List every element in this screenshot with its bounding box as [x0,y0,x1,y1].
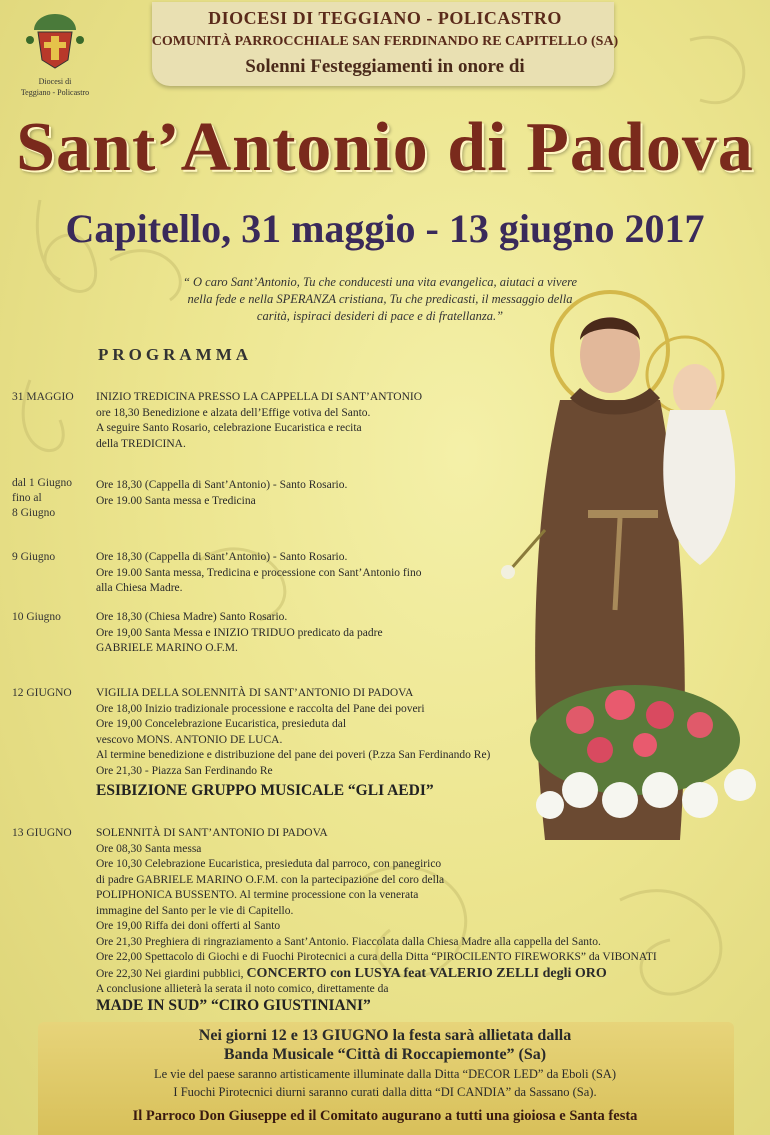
event-line: Ore 19.00 Santa messa, Tredicina e processione con Sant’Antonio fino [96,566,422,579]
concert-title: CONCERTO con LUSYA feat VALERIO ZELLI degli ORO [246,965,607,981]
event-highlight: ESIBIZIONE GRUPPO MUSICALE “GLI AEDI” [96,782,434,799]
event-line: di padre GABRIELE MARINO O.F.M. con la partecipazione del coro della [96,873,445,886]
event-details [96,390,422,452]
saint-statue-image [470,280,770,870]
event-line: immagine del Santo per le vie di Capitello. [96,904,294,917]
event-line: A conclusione allieterà la serata il noto comico, direttamente da [96,983,389,995]
event-line: Ore 18,00 Inizio tradizionale processione e raccolta del Pane dei poveri [96,702,425,715]
event-line: della TREDICINA. [96,437,186,450]
event-date [12,476,72,521]
crest-caption-2: Teggiano - Policastro [20,88,90,97]
event-line: Ore 18,30 (Cappella di Sant’Antonio) - Santo Rosario. [96,551,348,563]
footer-line-4: I Fuochi Pirotecnici diurni saranno curati dalla ditta “DI CANDIA” da Sassano (Sa). [173,1085,597,1099]
solenni-line: Solenni Festeggiamenti in onore di [245,56,525,77]
event-date: 31 MAGGIO [12,391,74,403]
event-date: 10 Giugno [12,611,61,623]
event-line: Ore 10,30 Celebrazione Eucaristica, presieduta dal parroco, con panegirico [96,858,442,870]
event-line: Ore 22,00 Spettacolo di Giochi e di Fuochi Pirotecnici a cura della Ditta “PIROCILENTO FIREWORKS” da VIBONATI [96,951,657,963]
event-date-line: dal 1 Giugno [12,477,73,489]
event-line: alla Chiesa Madre. [96,582,183,594]
concert-prefix: Ore 22,30 Nei giardini pubblici, [96,967,244,980]
page-title: Sant’Antonio di Padova [16,109,754,186]
footer-line-1: Nei giorni 12 e 13 GIUGNO la festa sarà allietata dalla [198,1027,572,1044]
event-line: Ore 08,30 Santa messa [96,842,202,855]
event-line: Ore 19,00 Riffa dei doni offerti al Santo [96,920,281,932]
event-date: 9 Giugno [12,551,56,563]
footer-line-3: Le vie del paese saranno artisticamente illuminate dalla Ditta “DECOR LED” da Eboli (SA) [154,1067,616,1081]
event-details [96,610,383,657]
event-line [96,966,657,983]
event-highlight: MADE IN SUD” “CIRO GIUSTINIANI” [96,996,371,1014]
event-line: SOLENNITÀ DI SANT’ANTONIO DI PADOVA [96,827,328,839]
event-date-line: fino al [12,492,42,504]
event-details [96,550,421,597]
community-title: COMUNITÀ PARROCCHIALE SAN FERDINANDO RE CAPITELLO (SA) [151,34,619,49]
event-line: Ore 19,00 Santa Messa e INIZIO TRIDUO predicato da padre [96,626,383,639]
event-line: Al termine benedizione e distribuzione del pane dei poveri (P.zza San Ferdinando Re) [96,749,491,761]
event-line: Ore 18,30 (Chiesa Madre) Santo Rosario. [96,611,288,623]
event-line: Ore 21,30 - Piazza San Ferdinando Re [96,764,273,777]
crest-caption-1: Diocesi di [38,77,72,86]
event-date-line: 8 Giugno [12,507,56,519]
event-line: ore 18,30 Benedizione e alzata dell’Effige votiva del Santo. [96,406,371,419]
event-line: VIGILIA DELLA SOLENNITÀ DI SANT’ANTONIO DI PADOVA [96,687,414,699]
event-line: INIZIO TREDICINA PRESSO LA CAPPELLA DI SANT’ANTONIO [96,391,423,403]
event-line: GABRIELE MARINO O.F.M. [96,642,238,654]
event-details [96,478,347,509]
event-line: Ore 18,30 (Cappella di Sant’Antonio) - Santo Rosario. [96,479,348,491]
footer-line-2: Banda Musicale “Città di Roccapiemonte” (Sa) [223,1046,547,1063]
event-line: A seguire Santo Rosario, celebrazione Eucaristica e recita [96,422,362,434]
event-details [96,686,490,799]
event-details [96,826,657,1013]
place-date: Capitello, 31 maggio - 13 giugno 2017 [65,206,705,251]
event-date: 12 GIUGNO [12,687,72,699]
diocese-title: DIOCESI DI TEGGIANO - POLICASTRO [208,8,562,28]
event-date: 13 GIUGNO [12,827,72,839]
event-line: Ore 21,30 Preghiera di ringraziamento a Sant’Antonio. Fiaccolata dalla Chiesa Madre alla cappella del Santo. [96,935,601,948]
programma-heading: PROGRAMMA [98,345,253,364]
event-line: Ore 19,00 Concelebrazione Eucaristica, presieduta dal [96,718,347,730]
event-line: Ore 19.00 Santa messa e Tredicina [96,494,256,507]
event-line: POLIPHONICA BUSSENTO. Al termine processione con la venerata [96,889,419,901]
prayer-quote: “ O caro Sant’Antonio, Tu che conducesti una vita evangelica, aiutaci a vivere nella fede e nella SPERANZA cristiana, Tu che predicasti, il messaggio della carità, ispiraci desideri di pace e di fratellanza.” [182,275,578,323]
footer-line-5: Il Parroco Don Giuseppe ed il Comitato augurano a tutti una gioiosa e Santa festa [132,1108,638,1124]
event-line: vescovo MONS. ANTONIO DE LUCA. [96,733,283,746]
